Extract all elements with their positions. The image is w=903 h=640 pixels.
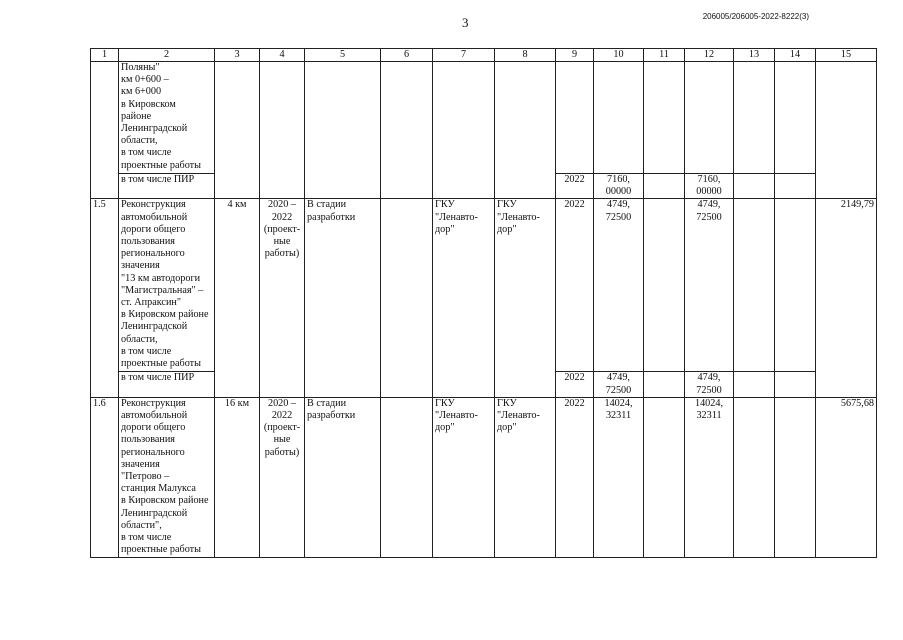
amount-cell: 14024, 32311 xyxy=(594,397,644,557)
pir-label-cell: в том числе ПИР xyxy=(119,174,215,199)
amount-cell: 4749, 72500 xyxy=(594,372,644,397)
table-row xyxy=(91,62,877,174)
header-cell: 2 xyxy=(119,49,215,62)
length-cell: 4 км xyxy=(215,199,260,397)
year-cell: 2022 xyxy=(556,174,594,199)
document-id: 206005/206005-2022-8222(3) xyxy=(702,12,809,21)
length-cell: 16 км xyxy=(215,397,260,557)
customer-cell: ГКУ "Ленавто- дор" xyxy=(433,199,495,397)
table-row xyxy=(91,397,877,557)
header-cell: 4 xyxy=(260,49,305,62)
empty-cell xyxy=(775,174,816,199)
header-cell: 3 xyxy=(215,49,260,62)
period-cell xyxy=(260,62,305,199)
empty-cell xyxy=(381,199,433,397)
header-cell: 8 xyxy=(495,49,556,62)
empty-cell xyxy=(644,62,685,174)
header-cell: 12 xyxy=(685,49,734,62)
header-cell: 1 xyxy=(91,49,119,62)
status-cell: В стадии разработки xyxy=(305,397,381,557)
empty-cell xyxy=(556,62,594,174)
table-row xyxy=(91,199,877,372)
empty-cell xyxy=(685,62,734,174)
length-cell xyxy=(215,62,260,199)
year-cell: 2022 xyxy=(556,372,594,397)
page-number: 3 xyxy=(462,15,469,30)
amount-cell: 4749, 72500 xyxy=(594,199,644,372)
row-number-cell: 1.5 xyxy=(91,199,119,397)
empty-cell xyxy=(381,397,433,557)
header-row xyxy=(91,49,877,62)
builder-cell: ГКУ "Ленавто- дор" xyxy=(495,199,556,397)
status-cell: В стадии разработки xyxy=(305,199,381,397)
object-name-cell: Поляны" км 0+600 – км 6+000 в Кировском районе Ленинградской области, в том числе проектные работы xyxy=(119,62,215,174)
empty-cell xyxy=(644,372,685,397)
pir-label-cell: в том числе ПИР xyxy=(119,372,215,397)
header-cell: 13 xyxy=(734,49,775,62)
amount-cell: 7160, 00000 xyxy=(685,174,734,199)
empty-cell xyxy=(644,174,685,199)
empty-cell xyxy=(775,372,816,397)
col15-cell: 2149,79 xyxy=(816,199,877,397)
period-cell: 2020 – 2022 (проект- ные работы) xyxy=(260,199,305,397)
customer-cell xyxy=(433,62,495,199)
col15-cell: 5675,68 xyxy=(816,397,877,557)
empty-cell xyxy=(644,397,685,557)
objects-table xyxy=(90,48,877,558)
header-cell: 6 xyxy=(381,49,433,62)
year-cell: 2022 xyxy=(556,199,594,372)
customer-cell: ГКУ "Ленавто- дор" xyxy=(433,397,495,557)
empty-cell xyxy=(734,372,775,397)
header-cell: 9 xyxy=(556,49,594,62)
header-cell: 11 xyxy=(644,49,685,62)
amount-cell: 4749, 72500 xyxy=(685,372,734,397)
header-cell: 14 xyxy=(775,49,816,62)
header-cell: 7 xyxy=(433,49,495,62)
empty-cell xyxy=(734,62,775,174)
col15-cell xyxy=(816,62,877,199)
object-name-cell: Реконструкция автомобильной дороги общего пользования регионального значения "13 км автодороги "Магистральная" – ст. Апраксин" в Кировском районе Ленинградской области, в том числе проектные работы xyxy=(119,199,215,372)
amount-cell: 14024, 32311 xyxy=(685,397,734,557)
builder-cell xyxy=(495,62,556,199)
empty-cell xyxy=(644,199,685,372)
empty-cell xyxy=(775,397,816,557)
header-cell: 10 xyxy=(594,49,644,62)
year-cell: 2022 xyxy=(556,397,594,557)
status-cell xyxy=(305,62,381,199)
empty-cell xyxy=(734,397,775,557)
object-name-cell: Реконструкция автомобильной дороги общего пользования регионального значения "Петрово – станция Малукса в Кировском районе Ленинградской области", в том числе проектные работы xyxy=(119,397,215,557)
empty-cell xyxy=(381,62,433,199)
empty-cell xyxy=(775,199,816,372)
header-cell: 15 xyxy=(816,49,877,62)
empty-cell xyxy=(734,199,775,372)
header-cell: 5 xyxy=(305,49,381,62)
builder-cell: ГКУ "Ленавто- дор" xyxy=(495,397,556,557)
empty-cell xyxy=(594,62,644,174)
period-cell: 2020 – 2022 (проект- ные работы) xyxy=(260,397,305,557)
row-number-cell xyxy=(91,62,119,199)
empty-cell xyxy=(734,174,775,199)
row-number-cell: 1.6 xyxy=(91,397,119,557)
amount-cell: 4749, 72500 xyxy=(685,199,734,372)
amount-cell: 7160, 00000 xyxy=(594,174,644,199)
empty-cell xyxy=(775,62,816,174)
